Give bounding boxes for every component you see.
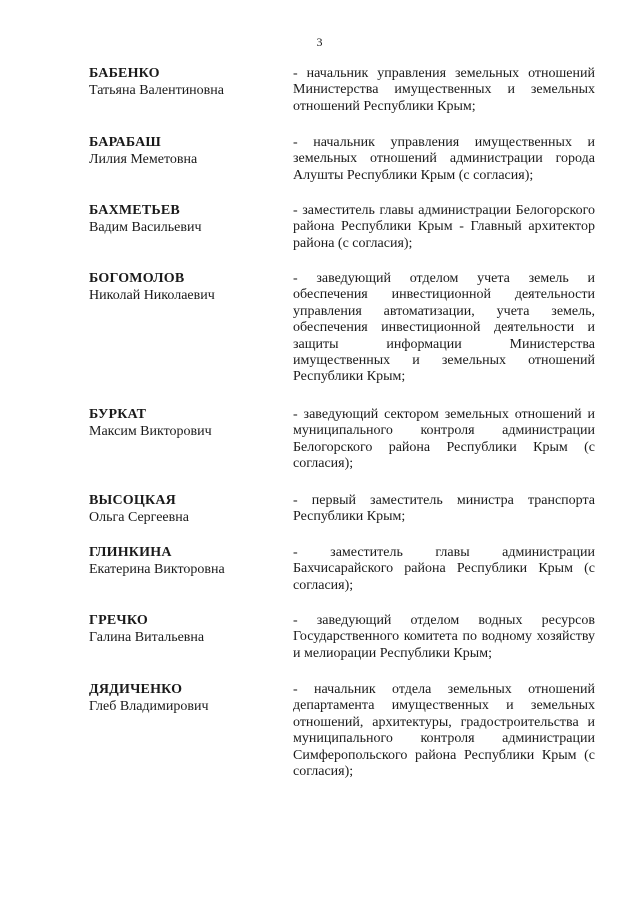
member-role: - первый заместитель министра транспорта Республики Крым;: [293, 493, 595, 525]
member-role: - заместитель главы администрации Бахчисарайского района Республики Крым (с согласия);: [293, 545, 595, 593]
member-surname: БУРКАТ: [89, 407, 147, 422]
member-surname: ГЛИНКИНА: [89, 545, 172, 560]
member-given-name: Лилия Меметовна: [89, 152, 198, 167]
member-given-name: Галина Витальевна: [89, 630, 205, 645]
member-surname: БАРАБАШ: [89, 135, 162, 150]
member-role: - заведующий отделом учета земель и обеспечения инвестиционной деятельности управления автоматизации, учета земель, обеспечения инвестиционной деятельности и защиты информации Министерства имущественных и земельных отношений Республики Крым;: [293, 271, 595, 385]
member-surname: ДЯДИЧЕНКО: [89, 682, 183, 697]
member-name: [89, 407, 284, 440]
member-given-name: Татьяна Валентиновна: [89, 83, 224, 98]
page-number: 3: [316, 35, 323, 49]
member-name: [89, 66, 284, 99]
member-surname: БОГОМОЛОВ: [89, 271, 185, 286]
member-name: [89, 271, 284, 304]
member-surname: ГРЕЧКО: [89, 613, 148, 628]
member-surname: БАБЕНКО: [89, 66, 160, 81]
member-name: [89, 613, 284, 646]
member-surname: БАХМЕТЬЕВ: [89, 203, 180, 218]
member-name: [89, 682, 284, 715]
member-given-name: Николай Николаевич: [89, 288, 215, 303]
member-name: [89, 545, 284, 578]
member-role: - начальник управления земельных отношений Министерства имущественных и земельных отношений Республики Крым;: [293, 66, 595, 114]
member-given-name: Екатерина Викторовна: [89, 562, 225, 577]
member-role: - заместитель главы администрации Белогорского района Республики Крым - Главный архитектор района (с согласия);: [293, 203, 595, 251]
member-role: - начальник отдела земельных отношений департамента имущественных и земельных отношений, архитектуры, градостроительства и муниципального контроля администрации Симферопольского района Республики Крым (с согласия);: [293, 682, 595, 780]
member-given-name: Ольга Сергеевна: [89, 510, 189, 525]
member-name: [89, 203, 284, 236]
member-given-name: Вадим Васильевич: [89, 220, 202, 235]
member-given-name: Глеб Владимирович: [89, 699, 209, 714]
member-role: - заведующий сектором земельных отношений и муниципального контроля администрации Белогорского района Республики Крым (с согласия);: [293, 407, 595, 472]
member-role: - заведующий отделом водных ресурсов Государственного комитета по водному хозяйству и мелиорации Республики Крым;: [293, 613, 595, 661]
member-given-name: Максим Викторович: [89, 424, 212, 439]
member-role: - начальник управления имущественных и земельных отношений администрации города Алушты Республики Крым (с согласия);: [293, 135, 595, 183]
member-name: [89, 493, 284, 526]
member-name: [89, 135, 284, 168]
member-surname: ВЫСОЦКАЯ: [89, 493, 176, 508]
